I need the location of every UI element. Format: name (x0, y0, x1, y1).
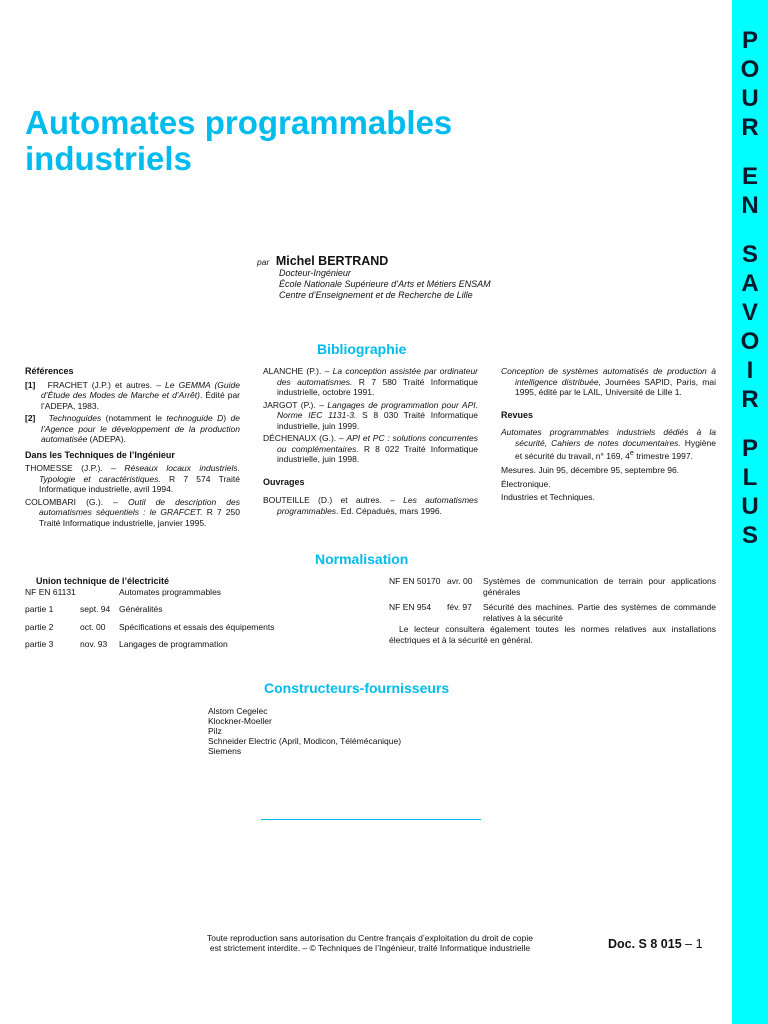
revue-industries: Industries et Techniques. (501, 492, 595, 503)
list-item: Pilz (208, 726, 222, 736)
author-block (257, 256, 637, 301)
author-par: par (257, 257, 270, 267)
sidebar-letter: R (741, 114, 759, 141)
copyright-notice (160, 934, 580, 953)
techniques-ingenieur-heading: Dans les Techniques de l’Ingénieur (25, 449, 175, 460)
reference-dechenaux: DÉCHENAUX (G.). – API et PC : solutions concurrentes ou complémentaires. R 8 022 Traité Informatique industrielle, juin 1998. (263, 433, 478, 464)
sidebar-letter: O (740, 56, 760, 83)
bibliography-column-3 (501, 366, 716, 506)
norm-row: partie 3 nov. 93 Langages de programmation (25, 639, 228, 649)
bibliographie-heading: Bibliographie (317, 341, 407, 357)
list-item: Siemens (208, 746, 242, 756)
title-line-1: Automates programmables (25, 104, 453, 141)
author-affiliation-1: Docteur-Ingénieur (279, 268, 351, 278)
sidebar-letter: I (746, 357, 754, 384)
reference-thomesse: THOMESSE (J.P.). – Réseaux locaux industriels. Typologie et caractéristiques. R 7 574 Traité Informatique industrielle, avril 1994. (25, 463, 240, 494)
sidebar-gap (732, 414, 768, 434)
sidebar-letter: P (741, 435, 758, 462)
sidebar-letter: V (741, 299, 758, 326)
constructeurs-heading: Constructeurs-fournisseurs (264, 680, 450, 696)
reference-alanche: ALANCHE (P.). – La conception assistée par ordinateur des automatismes. R 7 580 Traité Informatique industrielle, octobre 1991. (263, 366, 479, 397)
norm-row: NF EN 954 fév. 97 Sécurité des machines. Partie des systèmes de commande relatives à la sécurité (389, 602, 716, 623)
page-number: 1 (695, 937, 703, 951)
sidebar-letter: P (741, 27, 758, 54)
page-reference: Doc. S 8 015 – 1 (608, 937, 703, 951)
revue-electronique: Électronique. (501, 478, 551, 489)
ouvrages-heading: Ouvrages (263, 476, 305, 487)
bibliography-column-1 (25, 366, 240, 530)
divider-line (261, 819, 481, 820)
sidebar-letter: U (741, 493, 759, 520)
list-item: Klockner-Moeller (208, 716, 272, 726)
sidebar-letter: N (741, 192, 759, 219)
bibliography-column-2 (263, 366, 478, 518)
norm-row: partie 2 oct. 00 Spécifications et essais des équipements (25, 621, 275, 632)
references-heading: Références (25, 366, 74, 376)
normalisation-note: Le lecteur consultera également toutes les normes relatives aux installations électriques et à la sécurité en général. (389, 624, 716, 645)
pour-en-savoir-plus-band (732, 0, 768, 1024)
copyright-line-1: Toute reproduction sans autorisation du Centre français d’exploitation du droit de copie (206, 933, 534, 943)
normalisation-right (389, 576, 716, 645)
author-affiliation-2: École Nationale Supérieure d’Arts et Métiers ENSAM (279, 279, 491, 289)
author-name: Michel BERTRAND (275, 254, 389, 268)
pour-en-savoir-plus-label (732, 26, 768, 550)
sidebar-letter: E (741, 163, 758, 190)
sidebar-letter: L (742, 464, 758, 491)
document-title (25, 105, 645, 177)
sidebar-gap (732, 220, 768, 240)
list-item: Alstom Cegelec (208, 706, 268, 716)
norm-row: NF EN 50170 avr. 00 Systèmes de communication de terrain pour applications générales (389, 576, 716, 597)
revue-mesures: Mesures. Juin 95, décembre 95, septembre 96. (501, 465, 680, 476)
sidebar-letter: A (741, 270, 759, 297)
normalisation-org: Union technique de l’électricité (36, 576, 170, 586)
constructeurs-list (208, 706, 508, 756)
reference-2: [2] Technoguides (notamment le technoguide D) de l’Agence pour le développement de la production automatisée (ADEPA). (25, 413, 240, 444)
doc-reference: Doc. S 8 015 (608, 937, 682, 951)
norm-row: partie 1 sept. 94 Généralités (25, 604, 163, 614)
norm-row: NF EN 61131 Automates programmables (25, 586, 222, 597)
reference-sapid: Conception de systèmes automatisés de production à intelligence distribuée, Journées SAPID, Paris, mai 1995, édité par le LAIL, Université de Lille 1. (501, 366, 716, 397)
revue-securite: Automates programmables industriels dédiés à la sécurité, Cahiers de notes documentaires. Hygiène et sécurité du travail, n° 169, 4e trimestre 1997. (501, 427, 716, 461)
normalisation-left (25, 576, 325, 650)
sidebar-letter: S (741, 241, 758, 268)
author-affiliation-3: Centre d’Enseignement et de Recherche de Lille (279, 290, 473, 300)
list-item: Schneider Electric (April, Modicon, Télémécanique) (208, 736, 402, 746)
sidebar-letter: R (741, 386, 759, 413)
reference-colombari: COLOMBARI (G.). – Outil de description des automatismes séquentiels : le GRAFCET. R 7 250 Traité Informatique industrielle, janvier 1995. (25, 496, 240, 528)
reference-1: [1] FRACHET (J.P.) et autres. – Le GEMMA (Guide d’Étude des Modes de Marche et d’Arrêt). Édité par l’ADEPA, 1983. (25, 379, 241, 411)
sidebar-letter: S (741, 522, 758, 549)
reference-jargot: JARGOT (P.). – Langages de programmation pour API. Norme IEC 1131-3. S 8 030 Traité Informatique industrielle, juin 1999. (263, 399, 478, 431)
sidebar-gap (732, 142, 768, 162)
revues-heading: Revues (501, 409, 534, 420)
sidebar-letter: O (740, 328, 760, 355)
reference-bouteille: BOUTEILLE (D.) et autres. – Les automatismes programmables. Ed. Cépaduès, mars 1996. (263, 495, 478, 516)
title-line-2: industriels (25, 140, 192, 177)
copyright-line-2: est strictement interdite. – © Techniques de l’Ingénieur, traité Informatique industrielle (209, 942, 531, 953)
sidebar-letter: U (741, 85, 759, 112)
normalisation-heading: Normalisation (315, 551, 409, 567)
